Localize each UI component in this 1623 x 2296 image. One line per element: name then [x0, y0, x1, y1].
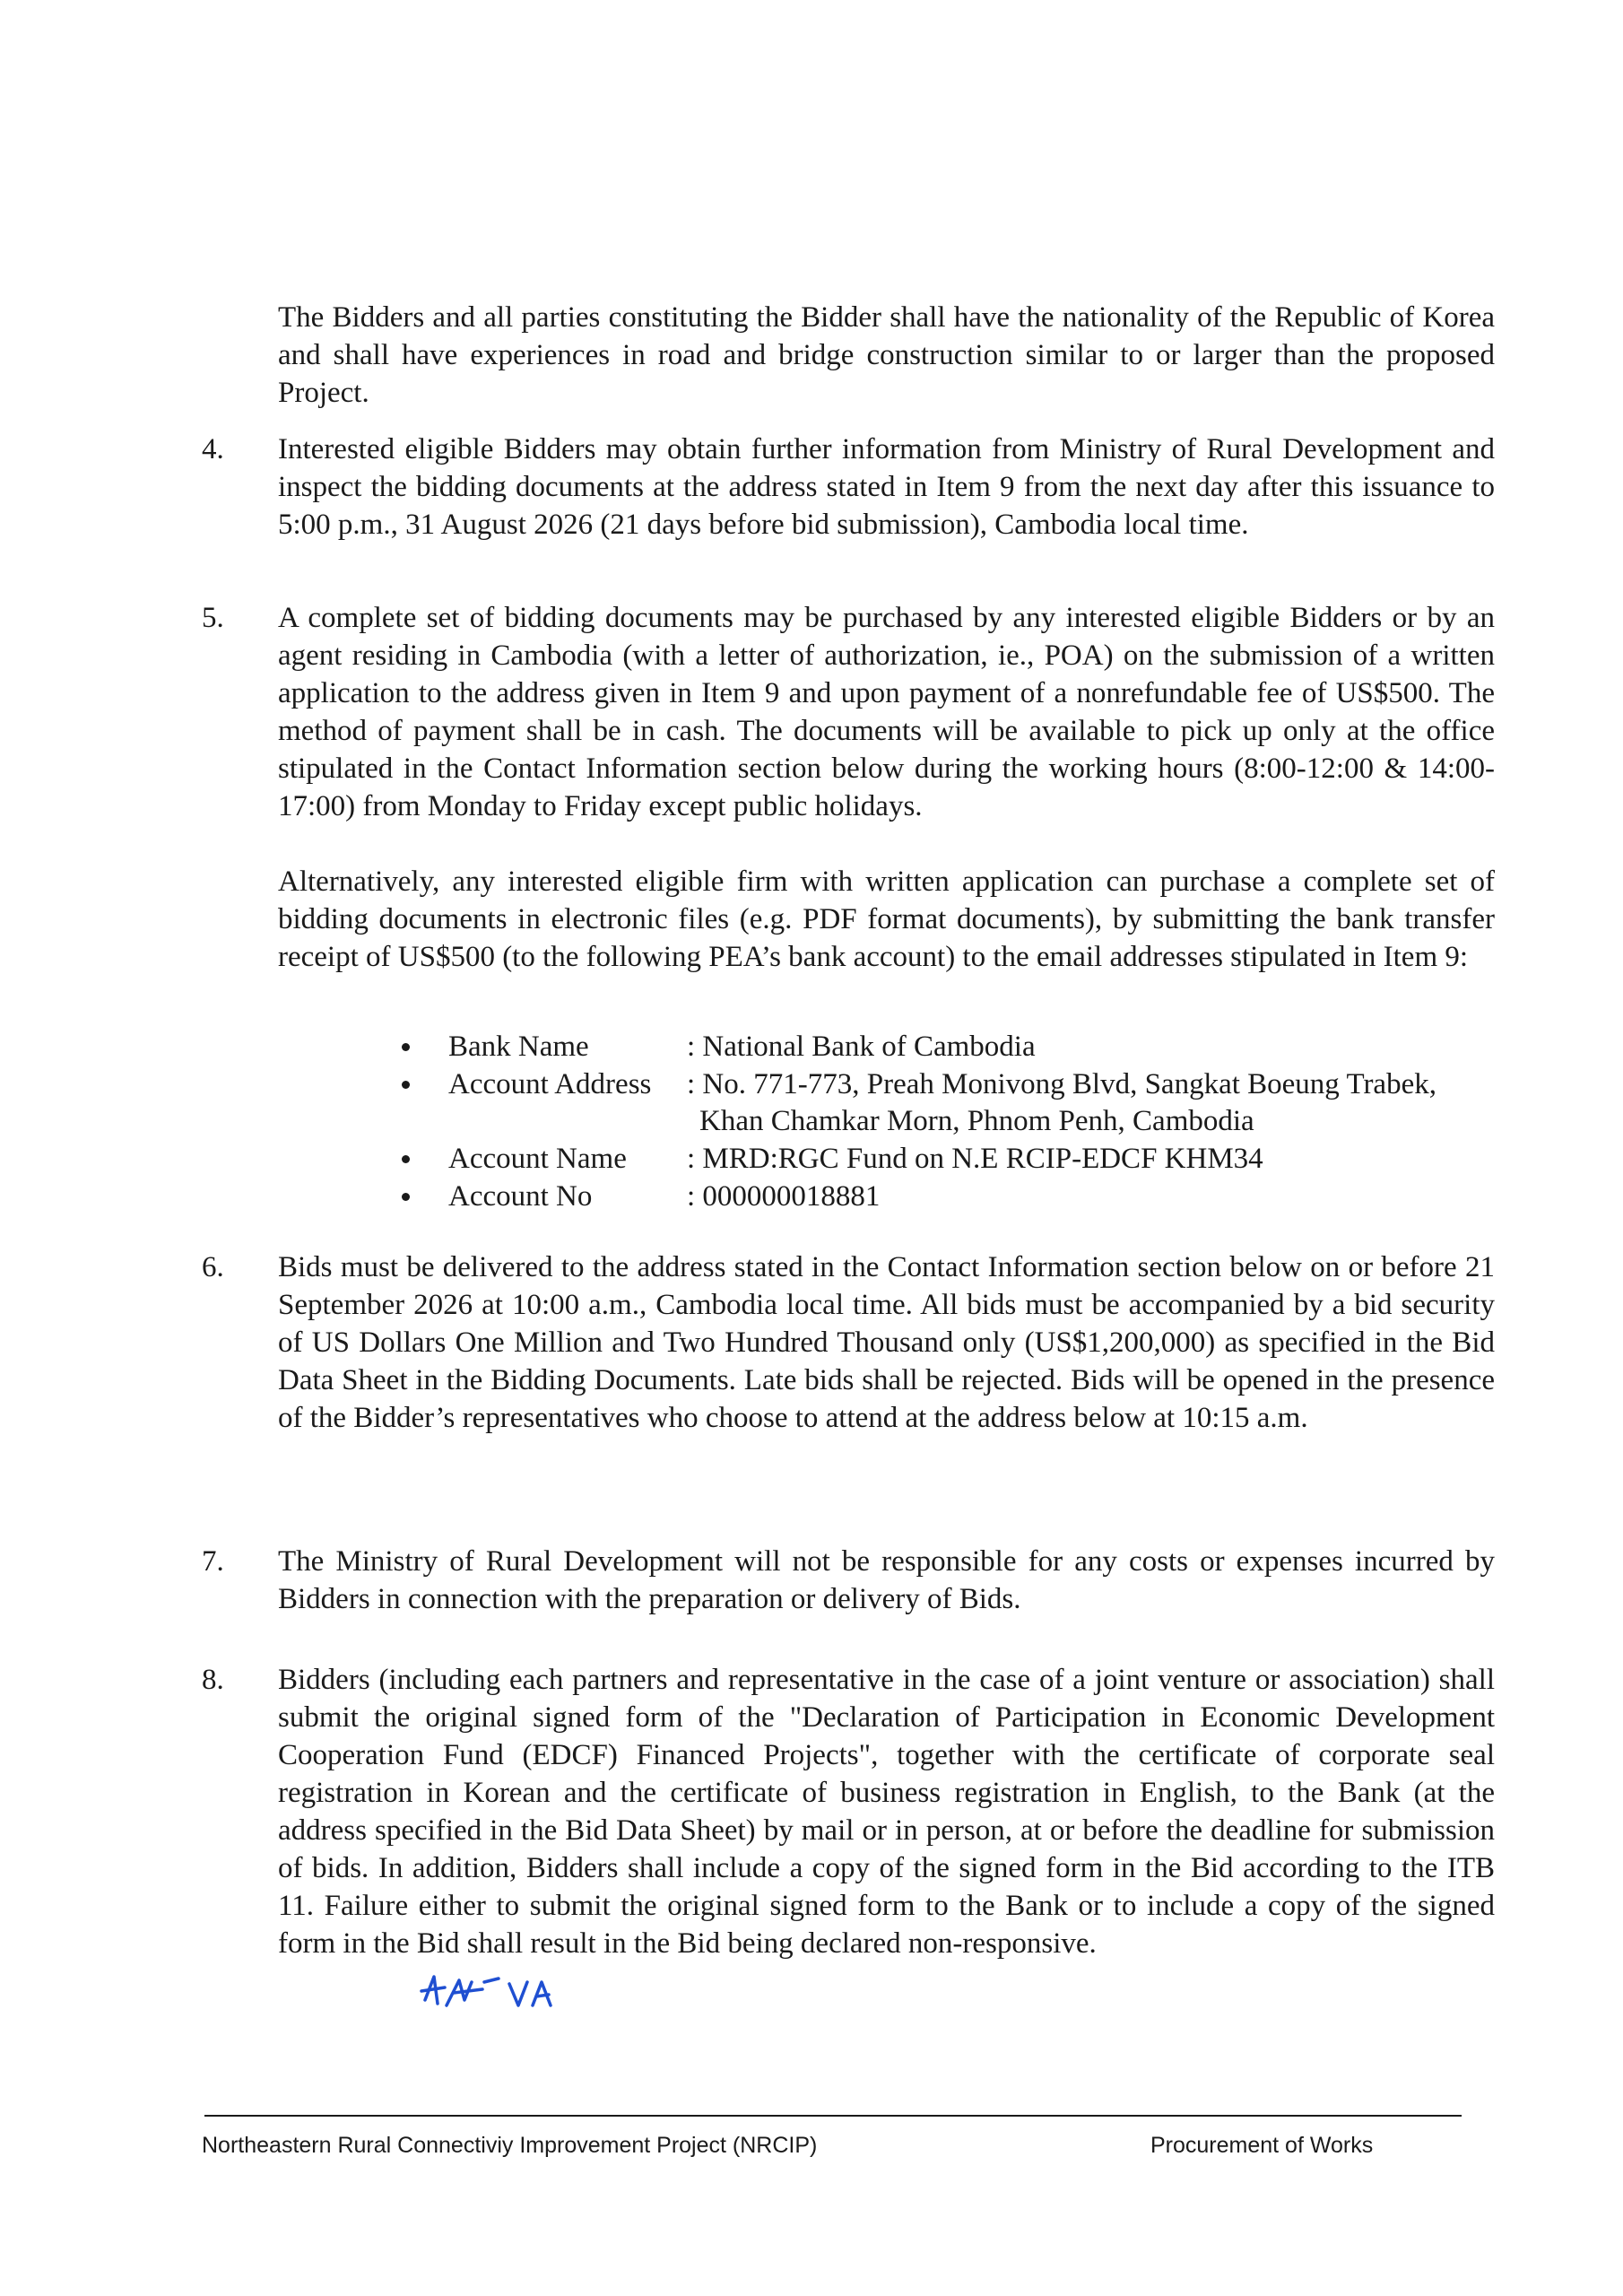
item-5-number: 5.	[202, 602, 224, 634]
bullet-icon	[402, 1193, 410, 1201]
account-address-label: Account Address	[448, 1068, 652, 1100]
item-7-number: 7.	[202, 1545, 224, 1578]
bullet-icon	[402, 1043, 410, 1051]
footer-section-name: Procurement of Works	[1150, 2133, 1374, 2158]
footer-divider	[204, 2115, 1462, 2117]
item-5-text: A complete set of bidding documents may be purchased by any interested eligible Bidders or by an agent residing in Cambodia (with a letter of authorization, ie., POA) on the submission of a written application to the address given in Item 9 and upon payment of a nonrefundable fee of US$500. The method of payment shall be in cash. The documents will be available to pick up only at the office stipulated in the Contact Information section below during the working hours (8:00-12:00 & 14:00-17:00) from Monday to Friday except public holidays.	[278, 602, 1495, 822]
account-address-value: : No. 771-773, Preah Monivong Blvd, Sangkat Boeung Trabek,	[687, 1068, 1436, 1100]
footer-project-name: Northeastern Rural Connectiviy Improvement Project (NRCIP)	[202, 2133, 818, 2158]
bullet-icon	[402, 1155, 410, 1163]
item-5-alternative-text: Alternatively, any interested eligible firm with written application can purchase a complete set of bidding documents in electronic files (e.g. PDF format documents), by submitting the bank transfer receipt of US$500 (to the following PEA’s bank account) to the email addresses stipulated in Item 9:	[278, 865, 1495, 973]
handwritten-initials-signature	[418, 1964, 579, 2018]
account-address-value-line-2: Khan Chamkar Morn, Phnom Penh, Cambodia	[699, 1105, 1254, 1137]
item-4-number: 4.	[202, 433, 224, 465]
bank-name-label: Bank Name	[448, 1031, 589, 1063]
paragraph-3-continuation: The Bidders and all parties constituting the Bidder shall have the nationality of the Republic of Korea and shall have experiences in road and bridge construction similar to or larger than the proposed Project.	[278, 301, 1495, 409]
item-7-text: The Ministry of Rural Development will not be responsible for any costs or expenses incurred by Bidders in connection with the preparation or delivery of Bids.	[278, 1545, 1495, 1615]
item-6-text: Bids must be delivered to the address stated in the Contact Information section below on or before 21 September 2026 at 10:00 a.m., Cambodia local time. All bids must be accompanied by a bid security of US Dollars One Million and Two Hundred Thousand only (US$1,200,000) as specified in the Bid Data Sheet in the Bidding Documents. Late bids shall be rejected. Bids will be opened in the presence of the Bidder’s representatives who choose to attend at the address below at 10:15 a.m.	[278, 1251, 1495, 1434]
account-name-label: Account Name	[448, 1143, 627, 1175]
bank-name-value: : National Bank of Cambodia	[687, 1031, 1036, 1063]
bullet-icon	[402, 1081, 410, 1089]
item-6-number: 6.	[202, 1251, 224, 1283]
item-8-text: Bidders (including each partners and representative in the case of a joint venture or association) shall submit the original signed form of the "Declaration of Participation in Economic Development Cooperation Fund (EDCF) Financed Projects", together with the certificate of corporate seal registration in Korean and the certificate of business registration in English, to the Bank (at the address specified in the Bid Data Sheet) by mail or in person, at or before the deadline for submission of bids. In addition, Bidders shall include a copy of the signed form in the Bid according to the ITB 11. Failure either to submit the original signed form to the Bank or to include a copy of the signed form in the Bid shall result in the Bid being declared non-responsive.	[278, 1664, 1495, 1960]
account-no-label: Account No	[448, 1180, 593, 1213]
item-4-text: Interested eligible Bidders may obtain further information from Ministry of Rural Development and inspect the bidding documents at the address stated in Item 9 from the next day after this issuance to 5:00 p.m., 31 August 2026 (21 days before bid submission), Cambodia local time.	[278, 433, 1495, 541]
account-name-value: : MRD:RGC Fund on N.E RCIP-EDCF KHM34	[687, 1143, 1263, 1175]
item-8-number: 8.	[202, 1664, 224, 1696]
account-no-value: : 000000018881	[687, 1180, 881, 1213]
